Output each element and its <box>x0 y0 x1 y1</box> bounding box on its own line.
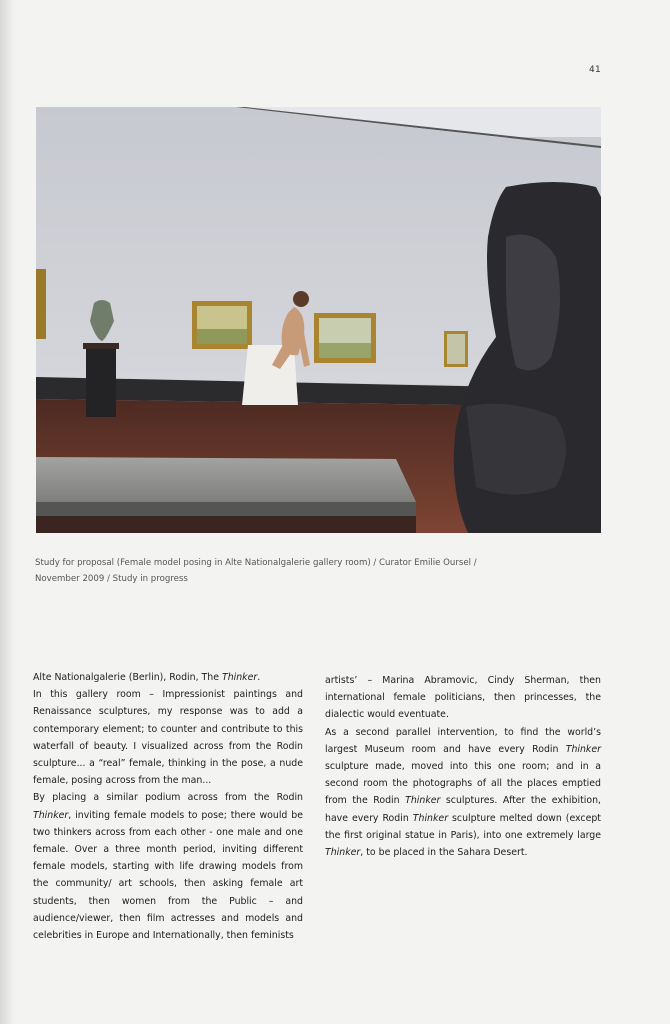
painting-left-edge <box>36 269 46 339</box>
gallery-photo <box>36 107 601 533</box>
paragraph-parallel-intervention: As a second parallel intervention, to find the world’s largest Museum room and have every Rodin Thinker sculpture made, moved into this one room; and in a second room the photographs of all the places emptied from the Rodin Thinker sculptures. After the exhibition, have every Rodin Thinker sculpture melted down (except the first original statue in Paris), into one extremely large Thinker, to be placed in the Sahara Desert. <box>325 726 602 859</box>
painting-landscape-1 <box>192 301 252 349</box>
painting-landscape-3 <box>444 331 468 367</box>
caption-line-2: November 2009 / Study in progress <box>35 574 188 584</box>
paragraph-gallery-response: In this gallery room – Impressionist paintings and Renaissance sculptures, my response was to add a contemporary element; to counter and contribute to this waterfall of beauty. I visualized across from the Rodin sculpture... a “real” female, thinking in the pose, a nude female, posing across from the man... <box>33 689 303 787</box>
paragraph-podium-proposal: By placing a similar podium across from the Rodin Thinker, inviting female models to pose; there would be two thinkers across from each other - one male and one female. Over a three month period, inviting different female models, starting with life drawing models from the community/ art schools, then asking female art students, then women from the Public – and audience/viewer, then film actresses and models and celebrities in Europe and Internationally, then feminists <box>33 792 303 942</box>
caption-line-1: Study for proposal (Female model posing in Alte Nationalgalerie gallery room) / Curator Emilie Oursel / <box>35 558 477 568</box>
gallery-bench <box>36 457 416 533</box>
left-text-column <box>33 669 303 944</box>
painting-landscape-2 <box>314 313 376 363</box>
right-text-column <box>325 672 601 861</box>
paragraph-continuation: artists’ – Marina Abramovic, Cindy Sherman, then international female politicians, then princesses, the dialectic would eventuate. <box>325 675 601 721</box>
photo-caption <box>35 555 595 587</box>
page-number: 41 <box>589 65 602 75</box>
page-gutter-shadow <box>0 0 14 1024</box>
heading-paragraph: Alte Nationalgalerie (Berlin), Rodin, The Thinker. <box>33 672 261 683</box>
